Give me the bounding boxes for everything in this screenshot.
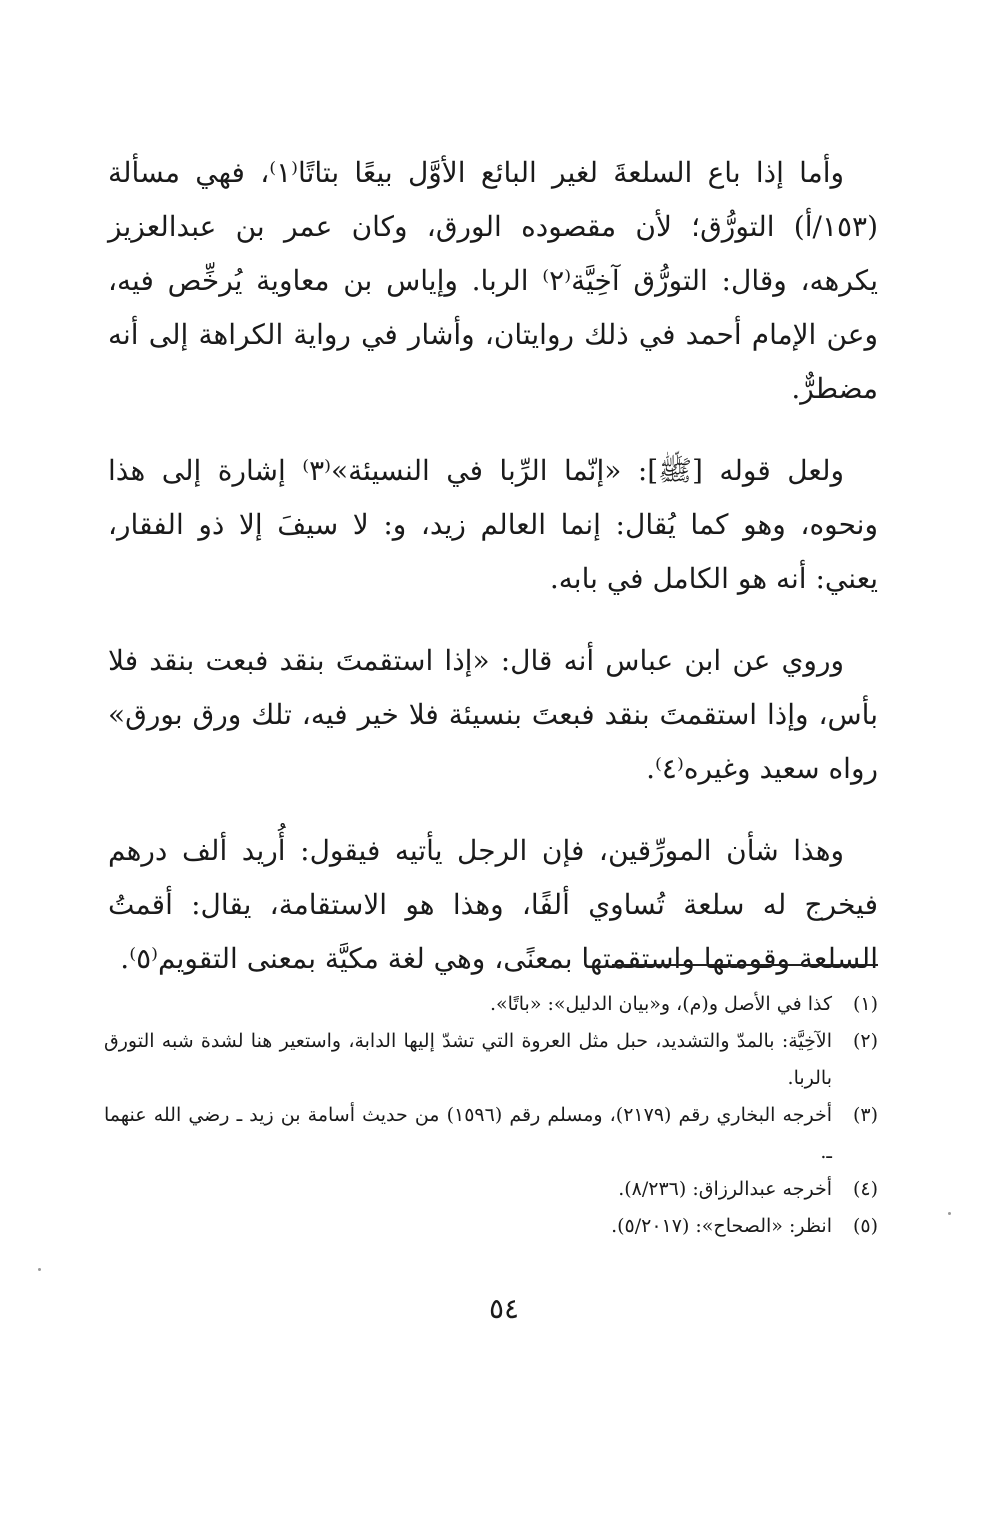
footnote-text: أخرجه عبدالرزاق: (٨/٢٣٦). xyxy=(618,1178,832,1200)
footnote-item xyxy=(104,986,878,1023)
scan-speck xyxy=(948,1212,951,1215)
page-number: ٥٤ xyxy=(488,1292,520,1325)
footnote-number: (٤) xyxy=(852,1178,878,1200)
footnote-number: (٣) xyxy=(852,1104,878,1126)
footnote-separator xyxy=(612,964,878,966)
footnote-number: (٥) xyxy=(852,1215,878,1237)
footnote-text: كذا في الأصل و(م)، و«بيان الدليل»: «باتًا». xyxy=(490,993,832,1015)
paragraph: وروي عن ابن عباس أنه قال: «إذا استقمتَ بنقد فبعت بنقد فلا بأس، وإذا استقمتَ بنقد فبعتَ بنسيئة فلا خير فيه، تلك ورق بورق» رواه سعيد وغيره⁽٤⁾. xyxy=(108,644,878,785)
paragraph: ولعل قوله [ﷺ]: «إنّما الرِّبا في النسيئة»⁽٣⁾ إشارة إلى هذا ونحوه، وهو كما يُقال: إنما العالم زيد، و: لا سيفَ إلا ذو الفقار، يعني: أنه هو الكامل في بابه. xyxy=(108,454,878,595)
paragraph: وهذا شأن المورِّقين، فإن الرجل يأتيه فيقول: أُريد ألف درهم فيخرج له سلعة تُساوي ألفًا، وهذا هو الاستقامة، يقال: أقمتُ السلعة وقومتها واستقمتها بمعنًى، وهي لغة مكيَّة بمعنى التقويم⁽٥⁾. xyxy=(108,834,878,975)
footnote-item xyxy=(104,1023,878,1097)
footnote-number: (٢) xyxy=(852,1030,878,1052)
footnotes xyxy=(104,986,878,1245)
footnote-number: (١) xyxy=(852,993,878,1015)
footnote-text: انظر: «الصحاح»: (٥/٢٠١٧). xyxy=(611,1215,832,1237)
main-text xyxy=(108,146,878,1014)
footnote-item xyxy=(104,1208,878,1245)
footnote-text: أخرجه البخاري رقم (٢١٧٩)، ومسلم رقم (١٥٩٦) من حديث أسامة بن زيد ـ رضي الله عنهما ـ. xyxy=(104,1104,832,1163)
scan-speck xyxy=(38,1268,41,1271)
footnote-text: الآخِيَّة: بالمدّ والتشديد، حبل مثل العروة التي تشدّ إليها الدابة، واستعير هنا لشدة شبه التورق بالربا. xyxy=(104,1030,832,1089)
paragraph: وأما إذا باع السلعةَ لغير البائع الأوَّل بيعًا بتاتًا⁽١⁾، فهي مسألة (١٥٣/أ) التورُّق؛ لأن مقصوده الورق، وكان عمر بن عبدالعزيز يكرهه، وقال: التورُّق آخِيَّة⁽٢⁾ الربا. وإياس بن معاوية يُرخِّص فيه، وعن الإمام أحمد في ذلك روايتان، وأشار في رواية الكراهة إلى أنه مضطرٌّ. xyxy=(108,156,878,405)
footnote-item xyxy=(104,1097,878,1171)
footnote-item xyxy=(104,1171,878,1208)
